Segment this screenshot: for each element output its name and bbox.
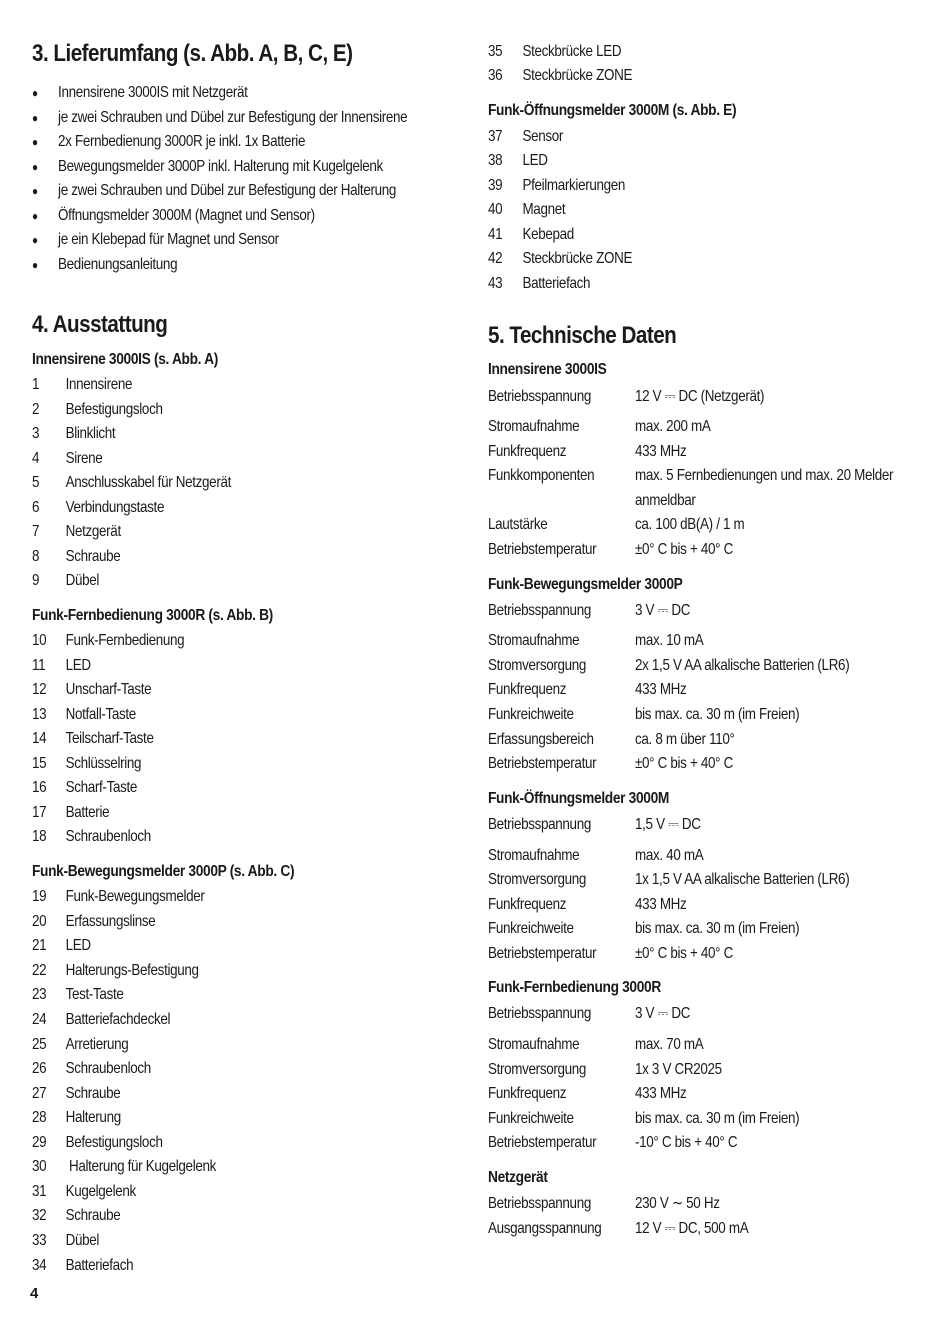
list-item: ● Innensirene 3000IS mit Netzgerät <box>32 84 248 101</box>
spec-label: Betriebstemperatur <box>488 1134 597 1151</box>
spec-value: max. 10 mA <box>635 632 704 649</box>
spec-label: Funkfrequenz <box>488 681 567 698</box>
spec-label: Betriebsspannung <box>488 1195 591 1212</box>
list-item: ● je zwei Schrauben und Dübel zur Befestigung der Halterung <box>32 182 397 199</box>
list-item: 38 LED <box>488 152 548 169</box>
spec-value: 433 MHz <box>635 896 687 913</box>
spec-label: Betriebsspannung <box>488 816 591 833</box>
spec-label: Betriebsspannung <box>488 602 591 619</box>
list-item: 19 Funk-Bewegungsmelder <box>32 888 205 905</box>
bullet-icon: ● <box>32 258 38 272</box>
spec-value: ±0° C bis + 40° C <box>635 755 733 772</box>
list-item: 16 Scharf-Taste <box>32 779 138 796</box>
spec-value: 433 MHz <box>635 681 687 698</box>
list-item: 43 Batteriefach <box>488 275 591 292</box>
spec-value: bis max. ca. 30 m (im Freien) <box>635 920 800 937</box>
spec-label: Stromversorgung <box>488 657 587 674</box>
list-item: ● Bedienungsanleitung <box>32 256 178 273</box>
spec-label: Stromaufnahme <box>488 1036 580 1053</box>
spec-label: Funkfrequenz <box>488 443 567 460</box>
list-item: 29 Befestigungsloch <box>32 1134 163 1151</box>
bullet-icon: ● <box>32 111 38 125</box>
page-number: 4 <box>30 1285 39 1302</box>
list-item: 22 Halterungs-Befestigung <box>32 962 199 979</box>
group-heading: Funk-Fernbedienung 3000R (s. Abb. B) <box>32 607 273 624</box>
list-item: 10 Funk-Fernbedienung <box>32 632 185 649</box>
list-item: 5 Anschlusskabel für Netzgerät <box>32 474 232 491</box>
spec-value: 3 V ⎓ DC <box>635 1005 691 1022</box>
list-item: ● je zwei Schrauben und Dübel zur Befestigung der Innensirene <box>32 109 408 126</box>
spec-value: anmeldbar <box>635 492 696 509</box>
list-item: 34 Batteriefach <box>32 1257 134 1274</box>
spec-value: 1x 1,5 V AA alkalische Batterien (LR6) <box>635 871 850 888</box>
spec-value: ca. 100 dB(A) / 1 m <box>635 516 745 533</box>
spec-value: 2x 1,5 V AA alkalische Batterien (LR6) <box>635 657 850 674</box>
spec-label: Funkreichweite <box>488 706 574 723</box>
spec-value: 433 MHz <box>635 1085 687 1102</box>
list-item: 24 Batteriefachdeckel <box>32 1011 171 1028</box>
section-title-lieferumfang: 3. Lieferumfang (s. Abb. A, B, C, E) <box>32 40 353 67</box>
bullet-icon: ● <box>32 160 38 174</box>
list-item: 11 LED <box>32 657 91 674</box>
spec-label: Stromaufnahme <box>488 632 580 649</box>
spec-value: 12 V ⎓ DC, 500 mA <box>635 1220 749 1237</box>
spec-value: ±0° C bis + 40° C <box>635 541 733 558</box>
group-heading: Innensirene 3000IS <box>488 361 607 378</box>
list-item: 17 Batterie <box>32 804 110 821</box>
list-item: 39 Pfeilmarkierungen <box>488 177 626 194</box>
list-item: 4 Sirene <box>32 450 103 467</box>
spec-label: Betriebsspannung <box>488 388 591 405</box>
group-heading: Netzgerät <box>488 1169 548 1186</box>
group-heading: Funk-Öffnungsmelder 3000M <box>488 790 670 807</box>
list-item: 1 Innensirene <box>32 376 133 393</box>
spec-label: Funkreichweite <box>488 920 574 937</box>
bullet-icon: ● <box>32 135 38 149</box>
bullet-icon: ● <box>32 233 38 247</box>
group-heading: Funk-Bewegungsmelder 3000P <box>488 576 683 593</box>
spec-label: Funkreichweite <box>488 1110 574 1127</box>
spec-value: 3 V ⎓ DC <box>635 602 691 619</box>
bullet-icon: ● <box>32 86 38 100</box>
list-item: 14 Teilscharf-Taste <box>32 730 154 747</box>
list-item: 8 Schraube <box>32 548 121 565</box>
list-item: 30 Halterung für Kugelgelenk <box>32 1158 217 1175</box>
list-item: 7 Netzgerät <box>32 523 121 540</box>
list-item: 31 Kugelgelenk <box>32 1183 136 1200</box>
spec-label: Ausgangsspannung <box>488 1220 602 1237</box>
spec-label: Funkfrequenz <box>488 1085 567 1102</box>
spec-value: 12 V ⎓ DC (Netzgerät) <box>635 388 765 405</box>
spec-label: Stromaufnahme <box>488 418 580 435</box>
spec-label: Funkkomponenten <box>488 467 595 484</box>
list-item: 32 Schraube <box>32 1207 121 1224</box>
spec-value: 230 V ∼ 50 Hz <box>635 1195 720 1212</box>
bullet-icon: ● <box>32 184 38 198</box>
group-heading: Funk-Öffnungsmelder 3000M (s. Abb. E) <box>488 102 737 119</box>
list-item: 12 Unscharf-Taste <box>32 681 152 698</box>
list-item: 6 Verbindungstaste <box>32 499 165 516</box>
section-title-technische-daten: 5. Technische Daten <box>488 322 677 349</box>
bullet-icon: ● <box>32 209 38 223</box>
list-item: 13 Notfall-Taste <box>32 706 136 723</box>
list-item: 27 Schraube <box>32 1085 121 1102</box>
spec-label: Betriebsspannung <box>488 1005 591 1022</box>
spec-label: Lautstärke <box>488 516 548 533</box>
spec-label: Erfassungsbereich <box>488 731 594 748</box>
group-heading: Innensirene 3000IS (s. Abb. A) <box>32 351 218 368</box>
spec-value: max. 5 Fernbedienungen und max. 20 Melder <box>635 467 894 484</box>
spec-value: ca. 8 m über 110° <box>635 731 735 748</box>
list-item: 28 Halterung <box>32 1109 121 1126</box>
list-item: 2 Befestigungsloch <box>32 401 163 418</box>
list-item: 9 Dübel <box>32 572 100 589</box>
list-item: 40 Magnet <box>488 201 566 218</box>
spec-label: Stromversorgung <box>488 1061 587 1078</box>
spec-label: Stromaufnahme <box>488 847 580 864</box>
spec-label: Betriebstemperatur <box>488 541 597 558</box>
list-item: 23 Test-Taste <box>32 986 124 1003</box>
spec-value: ±0° C bis + 40° C <box>635 945 733 962</box>
list-item: ● Bewegungsmelder 3000P inkl. Halterung mit Kugelgelenk <box>32 158 383 175</box>
list-item: ● 2x Fernbedienung 3000R je inkl. 1x Batterie <box>32 133 306 150</box>
list-item: 3 Blinklicht <box>32 425 116 442</box>
list-item: 42 Steckbrücke ZONE <box>488 250 633 267</box>
list-item: 26 Schraubenloch <box>32 1060 151 1077</box>
group-heading: Funk-Fernbedienung 3000R <box>488 979 661 996</box>
list-item: 20 Erfassungslinse <box>32 913 156 930</box>
list-item: 21 LED <box>32 937 91 954</box>
spec-label: Betriebstemperatur <box>488 755 597 772</box>
spec-label: Stromversorgung <box>488 871 587 888</box>
list-item: 33 Dübel <box>32 1232 100 1249</box>
spec-label: Funkfrequenz <box>488 896 567 913</box>
spec-value: 433 MHz <box>635 443 687 460</box>
list-item: 41 Kebepad <box>488 226 574 243</box>
group-heading: Funk-Bewegungsmelder 3000P (s. Abb. C) <box>32 863 295 880</box>
list-item: 35 Steckbrücke LED <box>488 43 622 60</box>
list-item: 15 Schlüsselring <box>32 755 142 772</box>
spec-value: max. 70 mA <box>635 1036 704 1053</box>
spec-value: 1x 3 V CR2025 <box>635 1061 722 1078</box>
spec-value: bis max. ca. 30 m (im Freien) <box>635 706 800 723</box>
list-item: 36 Steckbrücke ZONE <box>488 67 633 84</box>
section-title-ausstattung: 4. Ausstattung <box>32 311 168 338</box>
list-item: 37 Sensor <box>488 128 564 145</box>
spec-label: Betriebstemperatur <box>488 945 597 962</box>
spec-value: 1,5 V ⎓ DC <box>635 816 701 833</box>
list-item: 25 Arretierung <box>32 1036 129 1053</box>
list-item: ● je ein Klebepad für Magnet und Sensor <box>32 231 279 248</box>
spec-value: max. 200 mA <box>635 418 711 435</box>
list-item: 18 Schraubenloch <box>32 828 151 845</box>
list-item: ● Öffnungsmelder 3000M (Magnet und Sensor) <box>32 207 315 224</box>
spec-value: bis max. ca. 30 m (im Freien) <box>635 1110 800 1127</box>
spec-value: -10° C bis + 40° C <box>635 1134 738 1151</box>
spec-value: max. 40 mA <box>635 847 704 864</box>
